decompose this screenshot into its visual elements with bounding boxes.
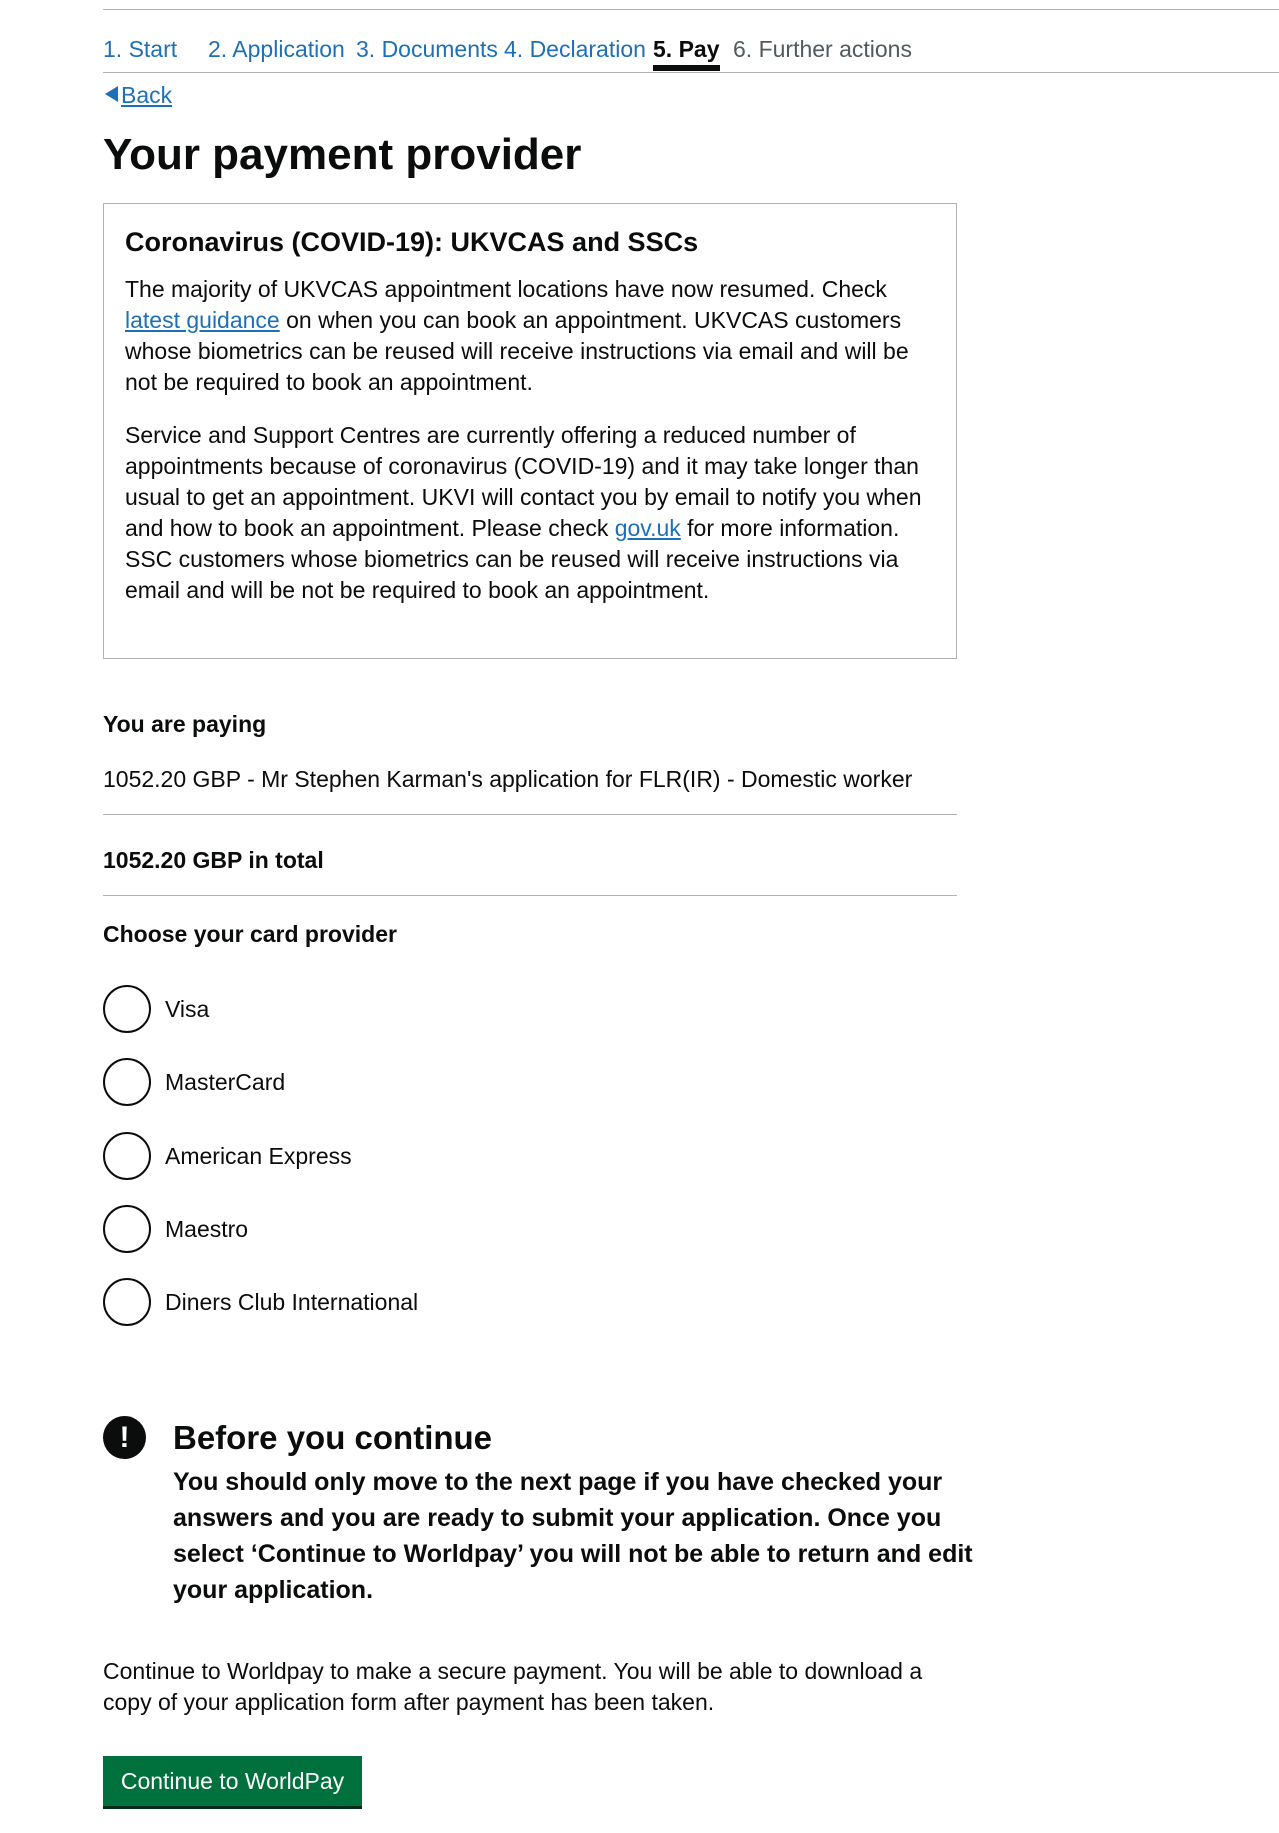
step-declaration[interactable]: 4. Declaration <box>504 36 646 62</box>
radio-circle[interactable] <box>103 1132 151 1180</box>
notice-p2-text-end: for more information. SSC customers whose biometrics can be reused will receive instructions via email and will be not be required to book an appointment. <box>125 515 900 603</box>
latest-guidance-link[interactable]: latest guidance <box>125 307 280 333</box>
radio-visa[interactable] <box>103 985 623 1033</box>
page-title: Your payment provider <box>103 130 582 179</box>
notice-heading: Coronavirus (COVID-19): UKVCAS and SSCs <box>125 227 699 257</box>
radio-label: American Express <box>165 1143 352 1169</box>
radio-diners-club[interactable] <box>103 1278 623 1326</box>
step-navigation <box>103 30 1279 73</box>
radio-label: Visa <box>165 996 210 1022</box>
continue-to-worldpay-button[interactable]: Continue to WorldPay <box>103 1756 362 1806</box>
back-arrow-icon <box>105 86 118 102</box>
notice-p1-text-start: The majority of UKVCAS appointment locations have now resumed. Check <box>125 276 887 302</box>
notice-paragraph-1 <box>125 274 936 398</box>
step-further-actions: 6. Further actions <box>733 36 912 62</box>
radio-label: Maestro <box>165 1216 249 1242</box>
card-provider-legend: Choose your card provider <box>103 921 397 947</box>
radio-label: MasterCard <box>165 1069 286 1095</box>
warning-title: Before you continue <box>173 1419 493 1456</box>
radio-american-express[interactable] <box>103 1132 623 1180</box>
total-divider <box>103 895 957 896</box>
payment-total: 1052.20 GBP in total <box>103 847 324 873</box>
radio-label: Diners Club International <box>165 1289 419 1315</box>
notice-paragraph-2 <box>125 420 936 606</box>
worldpay-info-text: Continue to Worldpay to make a secure payment. You will be able to download a copy of your application form after payment has been taken. <box>103 1658 923 1715</box>
warning-text: You should only move to the next page if you have checked your answers and you are ready to submit your application. Once you select ‘Continue to Worldpay’ you will not be able to return and edit your application. <box>173 1468 973 1604</box>
notice-p1-text-end: on when you can book an appointment. UKVCAS customers whose biometrics can be reused will receive instructions via email and will be not be required to book an appointment. <box>125 307 909 395</box>
radio-mastercard[interactable] <box>103 1058 623 1106</box>
top-divider <box>103 9 1279 10</box>
gov-uk-link[interactable]: gov.uk <box>614 515 681 541</box>
covid-notice-panel <box>103 203 957 659</box>
radio-maestro[interactable] <box>103 1205 623 1253</box>
paying-label: You are paying <box>103 711 267 737</box>
radio-circle[interactable] <box>103 1278 151 1326</box>
notice-p2-text-start: Service and Support Centres are currently offering a reduced number of appointments because of coronavirus (COVID-19) and it may take longer than usual to get an appointment. UKVI will contact you by email to notify you when and how to book an appointment. Please check <box>125 422 922 541</box>
payment-item: 1052.20 GBP - Mr Stephen Karman's application for FLR(IR) - Domestic worker <box>103 766 913 792</box>
back-link-container <box>105 80 172 110</box>
step-start[interactable]: 1. Start <box>103 36 178 62</box>
step-pay-current: 5. Pay <box>653 36 720 62</box>
radio-circle[interactable] <box>103 1058 151 1106</box>
back-link[interactable]: Back <box>121 82 173 108</box>
summary-divider <box>103 814 957 815</box>
radio-circle[interactable] <box>103 1205 151 1253</box>
radio-circle[interactable] <box>103 985 151 1033</box>
warning-icon: ! <box>103 1416 146 1459</box>
step-application[interactable]: 2. Application <box>208 36 345 62</box>
step-documents[interactable]: 3. Documents <box>356 36 498 62</box>
